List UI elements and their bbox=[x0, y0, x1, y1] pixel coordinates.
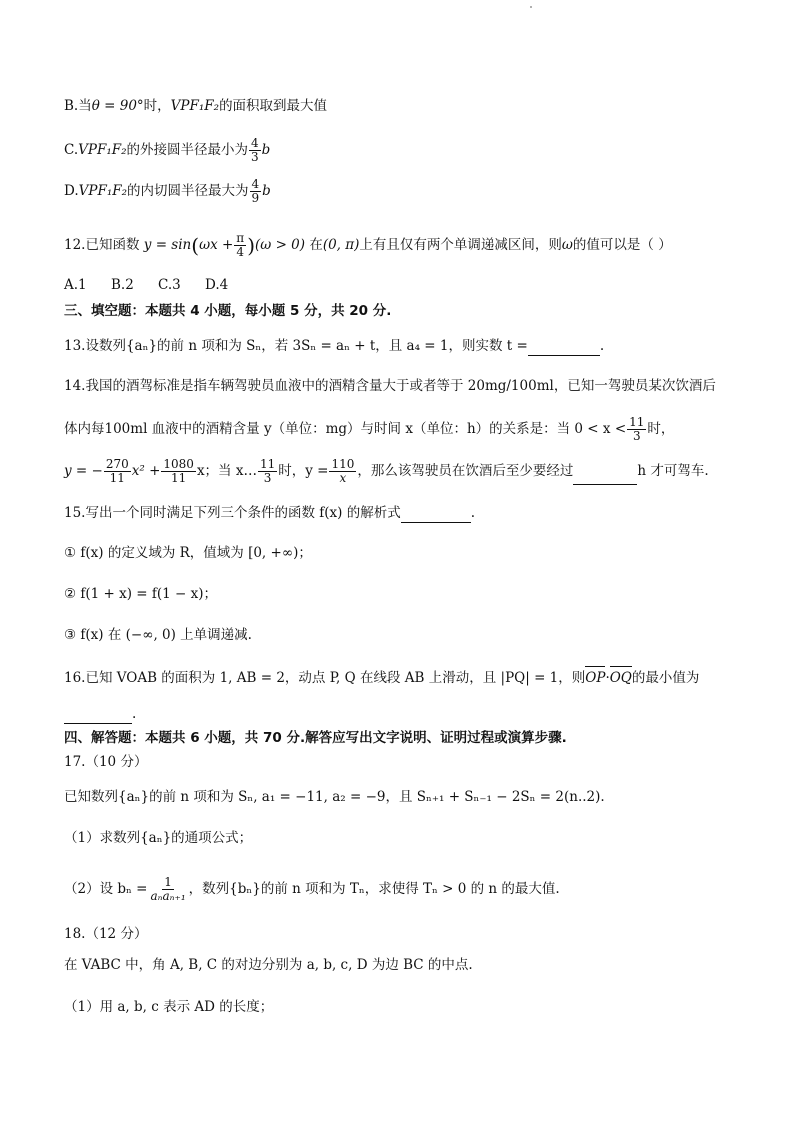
q16-end: . bbox=[132, 706, 137, 722]
q14-line-3 bbox=[64, 458, 709, 485]
option-b-condition: θ = 90° bbox=[91, 98, 144, 114]
option-c-fraction bbox=[249, 137, 261, 164]
q17-bn-fraction bbox=[148, 876, 187, 903]
q12-text-a: 12.已知函数 bbox=[64, 237, 140, 253]
q15-condition-1: ① f(x) 的定义域为 R，值域为 [0, +∞)； bbox=[64, 545, 312, 561]
q13-end: . bbox=[599, 338, 605, 354]
option-c-text: 的外接圆半径最小为 bbox=[126, 142, 249, 158]
q14-line-3-end: h 才可驾车. bbox=[637, 463, 709, 479]
q14-frac-270-den: 11 bbox=[109, 471, 125, 485]
option-d-numerator: 4 bbox=[251, 177, 260, 191]
q14-frac-den: 3 bbox=[632, 429, 641, 443]
q13-text: 13.设数列{aₙ}的前 n 项和为 Sₙ，若 3Sₙ = aₙ + t，且 a₄ = 1，则实数 t = bbox=[64, 338, 528, 354]
q14-frac-1080-den: 11 bbox=[171, 471, 187, 485]
q16-answer-blank bbox=[64, 709, 132, 724]
q12-options bbox=[64, 275, 228, 295]
q14-frac-1080 bbox=[161, 458, 196, 485]
q16-answer-line bbox=[64, 704, 136, 724]
q12-condition: (ω > 0) bbox=[255, 237, 306, 253]
q14-when-x: x；当 x… bbox=[196, 463, 257, 479]
option-c-denominator: 3 bbox=[251, 150, 259, 164]
q15-condition-3: ③ f(x) 在 (−∞, 0) 上单调递减. bbox=[64, 627, 252, 643]
q12-pi-numerator: π bbox=[236, 231, 245, 245]
option-d-fraction bbox=[250, 178, 262, 205]
q14-frac-1080-num: 1080 bbox=[163, 457, 194, 471]
option-c-numerator: 4 bbox=[251, 136, 259, 150]
q12-text-b: 在 bbox=[309, 237, 323, 253]
q14-frac-11-num: 11 bbox=[259, 457, 276, 471]
option-b-prefix: B.当 bbox=[64, 98, 92, 114]
option-d-denominator: 9 bbox=[251, 191, 260, 205]
q12-pi-denominator: 4 bbox=[236, 245, 245, 259]
option-c-var: b bbox=[261, 142, 271, 158]
q16-text-b: 的最小值为 bbox=[631, 670, 700, 686]
option-b-mid: 时， bbox=[143, 98, 171, 114]
q12-pi-fraction bbox=[234, 232, 246, 259]
q17-bn-den: aₙaₙ₊₁ bbox=[150, 889, 186, 903]
q14-frac-270 bbox=[104, 458, 131, 485]
q12-omega-x: ωx + bbox=[199, 237, 234, 253]
q12-paren-open: ( bbox=[191, 233, 200, 258]
q11-option-b bbox=[64, 96, 327, 116]
option-d-var: b bbox=[262, 183, 271, 199]
q12-text-c: 上有且仅有两个单调递减区间，则 bbox=[359, 237, 562, 253]
q12-option-b: B.2 bbox=[111, 277, 134, 293]
q12-omega: ω bbox=[561, 237, 573, 253]
q17-part-2-a: （2）设 bₙ = bbox=[64, 881, 148, 897]
q14-frac-11-3 bbox=[627, 416, 646, 443]
q12-paren-close: ) bbox=[247, 233, 255, 258]
q16-text-a: 16.已知 VOAB 的面积为 1, AB = 2，动点 P, Q 在线段 AB 上滑动，且 |PQ| = 1，则 bbox=[64, 670, 586, 686]
q13-answer-blank bbox=[528, 341, 600, 356]
q15-end: . bbox=[470, 505, 475, 521]
q18-part-1: （1）用 a, b, c 表示 AD 的长度； bbox=[64, 999, 274, 1015]
q14-line-2-text: 体内每100ml 血液中的酒精含量 y（单位：mg）与时间 x（单位：h）的关系是：当 0 < x < bbox=[64, 421, 627, 437]
section-3-heading: 三、填空题：本题共 4 小题，每小题 5 分，共 20 分. bbox=[64, 303, 392, 319]
q14-x-squared: x² + bbox=[131, 463, 161, 479]
q12-text-d: 的值可以是（ ） bbox=[572, 237, 672, 253]
q14-frac-110-den: x bbox=[339, 471, 347, 485]
q14-answer-blank bbox=[573, 470, 637, 485]
q11-option-c bbox=[64, 137, 270, 164]
q15 bbox=[64, 503, 475, 523]
q11-option-d bbox=[64, 178, 271, 205]
option-d-prefix: D. bbox=[64, 183, 79, 199]
q14-line-2-end: 时， bbox=[647, 421, 675, 437]
q14-frac-11-3b bbox=[258, 458, 277, 485]
option-b-suffix: 的面积取到最大值 bbox=[219, 98, 328, 114]
q12-option-d: D.4 bbox=[205, 277, 229, 293]
q17-label: 17.（10 分） bbox=[64, 754, 148, 770]
q12-option-a: A.1 bbox=[64, 277, 87, 293]
q16-vector-oq: OQ bbox=[609, 670, 632, 686]
q17-part-1: （1）求数列{aₙ}的通项公式； bbox=[64, 830, 253, 846]
q14-frac-270-num: 270 bbox=[105, 457, 129, 471]
section-4-heading: 四、解答题：本题共 6 小题，共 70 分.解答应写出文字说明、证明过程或演算步骤. bbox=[64, 730, 567, 746]
q16-dot: · bbox=[605, 670, 610, 686]
q17-bn-num: 1 bbox=[164, 875, 172, 889]
q16-vector-op: OP bbox=[585, 670, 606, 686]
q15-condition-2: ② f(1 + x) = f(1 − x)； bbox=[64, 586, 218, 602]
q13 bbox=[64, 336, 604, 356]
q17-part-2 bbox=[64, 876, 560, 903]
q14-frac-110-num: 110 bbox=[331, 457, 355, 471]
q14-line-1: 14.我国的酒驾标准是指车辆驾驶员血液中的酒精含量大于或者等于 20mg/100ml，已知一驾驶员某次饮酒后 bbox=[64, 378, 716, 394]
scan-dot bbox=[530, 6, 532, 8]
q14-frac-3-den: 3 bbox=[263, 471, 272, 485]
q12-option-c: C.3 bbox=[158, 277, 181, 293]
q14-y-eq: y = − bbox=[64, 463, 103, 479]
option-d-triangle: VPF₁F₂ bbox=[78, 183, 128, 199]
q12-function: y = sin bbox=[143, 237, 192, 253]
q18-stem: 在 VABC 中，角 A, B, C 的对边分别为 a, b, c, D 为边 BC 的中点. bbox=[64, 957, 473, 973]
q12-interval: (0, π) bbox=[322, 237, 360, 253]
q17-part-2-b: ，数列{bₙ}的前 n 项和为 Tₙ，求使得 Tₙ > 0 的 n 的最大值. bbox=[188, 881, 560, 897]
q15-text: 15.写出一个同时满足下列三个条件的函数 f(x) 的解析式 bbox=[64, 505, 401, 521]
q15-answer-blank bbox=[401, 508, 471, 523]
q14-line-2 bbox=[64, 416, 674, 443]
q14-frac-110 bbox=[329, 458, 356, 485]
q18-label: 18.（12 分） bbox=[64, 926, 148, 942]
q14-line-3-text: ，那么该驾驶员在饮酒后至少要经过 bbox=[357, 463, 574, 479]
q14-frac-num: 11 bbox=[629, 415, 645, 429]
q12-stem bbox=[64, 232, 672, 259]
q16 bbox=[64, 668, 699, 688]
q14-y-eq-2: 时，y = bbox=[278, 463, 329, 479]
q17-stem: 已知数列{aₙ}的前 n 项和为 Sₙ, a₁ = −11, a₂ = −9，且 Sₙ₊₁ + Sₙ₋₁ − 2Sₙ = 2(n..2). bbox=[64, 789, 605, 805]
option-c-prefix: C. bbox=[64, 142, 79, 158]
option-d-text: 的内切圆半径最大为 bbox=[127, 183, 249, 199]
option-c-triangle: VPF₁F₂ bbox=[78, 142, 127, 158]
option-b-triangle: VPF₁F₂ bbox=[170, 98, 220, 114]
